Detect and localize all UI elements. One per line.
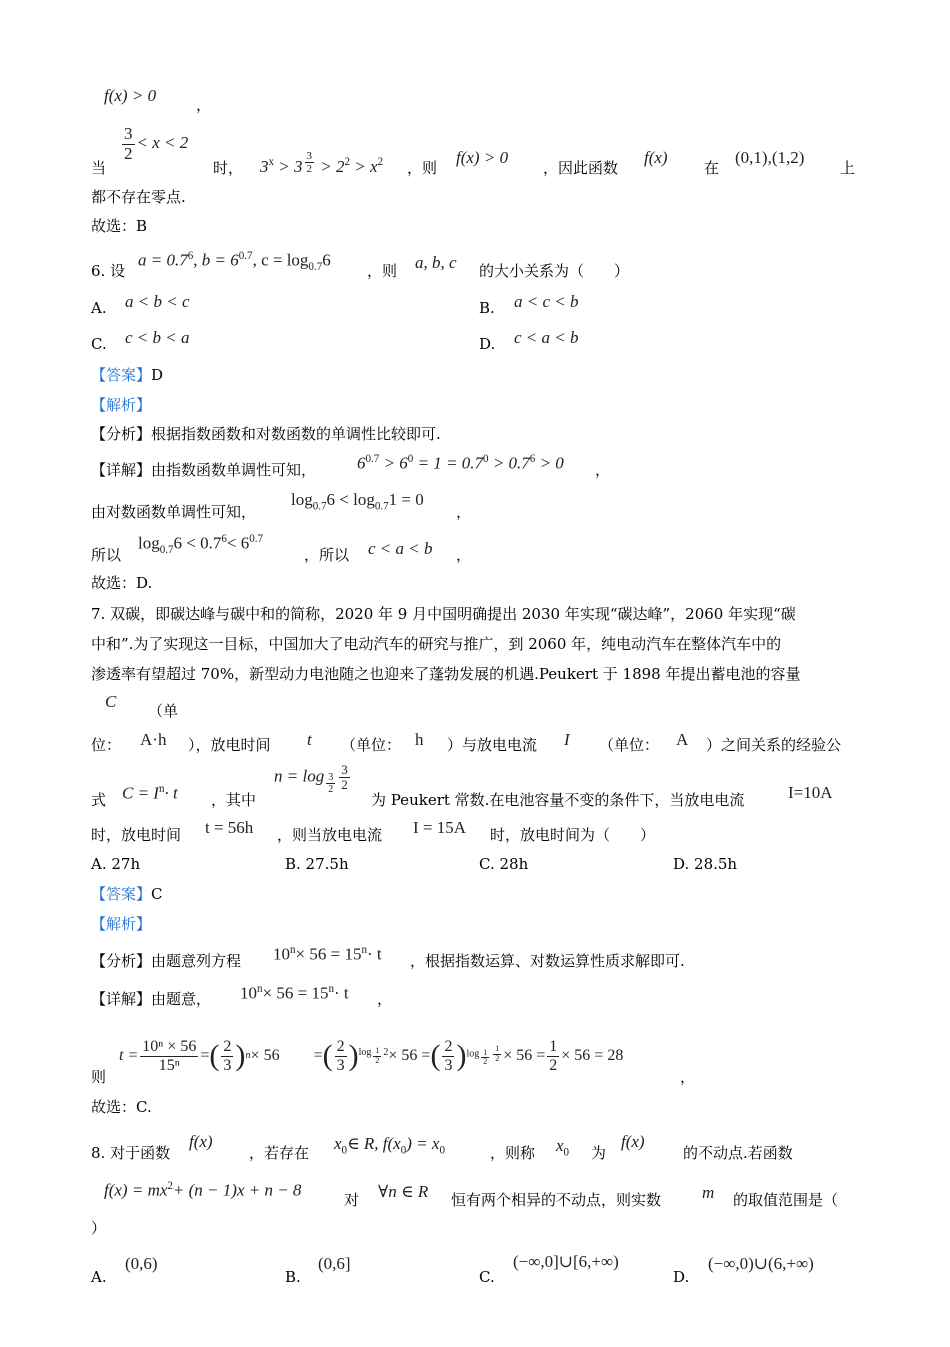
eq1b: × 56 = 15 bbox=[295, 944, 362, 964]
log-b2: 0.7 bbox=[374, 500, 389, 513]
formula: C = I bbox=[122, 783, 159, 803]
q8-zecheng: ，则称 bbox=[490, 1144, 536, 1162]
text-dang: 当 bbox=[91, 159, 107, 177]
n-arg-num: 3 bbox=[341, 762, 348, 777]
range-rest: < x < 2 bbox=[136, 133, 189, 153]
q6-option-b[interactable]: a < c < b bbox=[514, 292, 579, 311]
q6-vars: a, b, c bbox=[415, 253, 457, 272]
q8-option-b[interactable]: (0,6] bbox=[318, 1254, 351, 1273]
q7-peukert: 为 Peukert 常数.在电池容量不变的条件下，当放电电流 bbox=[371, 791, 745, 809]
log-m2: 6 < log bbox=[326, 490, 375, 509]
calc-n: n bbox=[245, 1049, 251, 1061]
log-m3: 1 = 0 bbox=[388, 490, 424, 509]
calc-half-den: 2 bbox=[495, 1053, 500, 1063]
q7-option-b[interactable]: B. 27.5h bbox=[285, 855, 349, 873]
xj-m3e: 0 bbox=[483, 453, 489, 465]
xiangjie-text: 由题意， bbox=[151, 990, 212, 1008]
text-shi: 时， bbox=[213, 159, 244, 177]
fenxi-text: 根据指数函数和对数函数的单调性比较即可. bbox=[151, 425, 441, 443]
q6-fenxi bbox=[91, 425, 441, 443]
q6-option-c-label[interactable]: C. bbox=[91, 335, 107, 353]
q8-forall: ∀n ∈ R bbox=[378, 1182, 429, 1201]
xj-m2: > 6 bbox=[383, 453, 408, 473]
q6-option-b-label[interactable]: B. bbox=[479, 299, 495, 317]
eq1e: n bbox=[290, 944, 296, 956]
q7-I10: I=10A bbox=[788, 783, 833, 802]
q7-C: C bbox=[105, 692, 117, 711]
q7-unit-Ah: A·h bbox=[140, 730, 167, 749]
def-e2: 0.7 bbox=[238, 250, 253, 262]
q7-option-c[interactable]: C. 28h bbox=[479, 855, 529, 873]
xiangjie-tag: 【详解】 bbox=[91, 461, 152, 479]
so-m1: log bbox=[138, 533, 160, 553]
q7-fenxi-b: ，根据指数运算、对数运算性质求解即可. bbox=[410, 952, 685, 970]
comma: ， bbox=[595, 461, 611, 479]
ineq-b: > 3 bbox=[278, 156, 303, 176]
q6-choice: 故选：D. bbox=[91, 574, 153, 592]
calc-eq2: = bbox=[313, 1047, 323, 1065]
q7-fangdian: ），放电时间 bbox=[188, 736, 271, 754]
text-shang: 上 bbox=[840, 159, 856, 177]
answer-value: D bbox=[151, 366, 164, 384]
ineq-cexp: 2 bbox=[344, 156, 351, 169]
log-m1: log bbox=[291, 490, 313, 509]
frac-num: 3 bbox=[124, 124, 133, 143]
xj-m5: > 0 bbox=[539, 453, 564, 473]
eq2b: × 56 = 15 bbox=[262, 983, 329, 1003]
q6-definitions bbox=[138, 250, 331, 274]
q7-I: I bbox=[564, 730, 570, 749]
q8-dui: 对 bbox=[344, 1191, 360, 1209]
math-inequality-chain bbox=[260, 150, 383, 177]
xj-m1e: 0.7 bbox=[365, 453, 380, 465]
q8-number: 8. 对于函数 bbox=[91, 1144, 171, 1162]
fenxi-tag: 【分析】 bbox=[91, 952, 152, 970]
n-arg-den: 2 bbox=[341, 777, 348, 793]
ineq-a: 3 bbox=[260, 156, 269, 176]
xiangjie-text: 由指数函数单调性可知， bbox=[151, 461, 317, 479]
math-intervals: (0,1),(1,2) bbox=[735, 148, 805, 167]
q7-dan: （单 bbox=[148, 702, 179, 720]
q7-ze2: 则 bbox=[91, 1068, 107, 1086]
calc-three: 3 bbox=[336, 1056, 345, 1074]
q7-n-def bbox=[274, 763, 352, 795]
q7-line2: 中和”.为了实现这一目标，中国加大了电动汽车的研究与推广，到 2060 年，纯电动汽车在整体汽车中的 bbox=[91, 635, 782, 653]
q8-wei: 为 bbox=[591, 1144, 607, 1162]
ineq-dexp: 2 bbox=[377, 156, 384, 169]
q7-guanxi: ）之间关系的经验公 bbox=[706, 736, 842, 754]
xj-m1: 6 bbox=[357, 453, 366, 473]
calc-half-den: 2 bbox=[375, 1055, 380, 1065]
eq1: 10 bbox=[273, 944, 290, 964]
q7-t: t bbox=[307, 730, 312, 749]
math-fx: f(x) bbox=[644, 148, 668, 167]
so-e2: 6 bbox=[221, 533, 227, 545]
eq2: 10 bbox=[240, 983, 257, 1003]
q6-so-chain bbox=[138, 533, 263, 557]
eq2e: n bbox=[257, 983, 263, 995]
q6-suoyi2: ，所以 bbox=[304, 546, 350, 564]
calc-half-num: 1 bbox=[375, 1045, 380, 1055]
q6-option-a-label[interactable]: A. bbox=[91, 299, 107, 317]
q7-qizhong: ，其中 bbox=[211, 791, 257, 809]
q8-condition bbox=[334, 1134, 445, 1158]
calc-x56c: × 56 = bbox=[503, 1047, 546, 1065]
q8-close: ） bbox=[91, 1219, 107, 1237]
comma: ， bbox=[377, 990, 393, 1008]
q8-option-d-label[interactable]: D. bbox=[673, 1268, 690, 1286]
cond-c: ) = x bbox=[406, 1134, 440, 1153]
ineq-bnum: 3 bbox=[306, 150, 313, 162]
q6-number: 6. 设 bbox=[91, 262, 126, 280]
def-base: 0.7 bbox=[308, 261, 323, 274]
q7-option-a[interactable]: A. 27h bbox=[91, 855, 141, 873]
q7-wei: 位： bbox=[91, 736, 122, 754]
calc-num: 10ⁿ × 56 bbox=[142, 1037, 197, 1055]
formula-e: n bbox=[158, 783, 165, 795]
q8-function bbox=[104, 1180, 301, 1201]
comma: ， bbox=[456, 546, 472, 564]
q6-log-chain bbox=[291, 490, 424, 514]
q7-ask: 时，放电时间为（ ） bbox=[490, 826, 656, 844]
q8-range: 的取值范围是（ bbox=[733, 1191, 839, 1209]
q7-yu: ）与放电电流 bbox=[447, 736, 538, 754]
q8-option-a-label[interactable]: A. bbox=[91, 1268, 107, 1286]
formula-t: · t bbox=[164, 783, 178, 803]
calc-log: log bbox=[358, 1046, 372, 1058]
def-e1: 6 bbox=[187, 250, 194, 262]
q8-x0 bbox=[556, 1136, 569, 1160]
q6-suoyi: 所以 bbox=[91, 546, 122, 564]
xj-m2e: 0 bbox=[407, 453, 414, 465]
func: f(x) = mx bbox=[104, 1180, 168, 1200]
answer-value: C bbox=[151, 885, 163, 903]
eq1c: · t bbox=[367, 944, 382, 964]
q7-line3: 渗透率有望超过 70%，新型动力电池随之也迎来了蓬勃发展的机遇.Peukert 于 1898 年提出蓄电池的容量 bbox=[91, 665, 801, 683]
math-fx-positive-2: f(x) > 0 bbox=[456, 148, 509, 167]
q7-answer bbox=[91, 885, 163, 903]
q7-unit-h: h bbox=[415, 730, 424, 749]
q7-option-d[interactable]: D. 28.5h bbox=[673, 855, 738, 873]
answer-tag: 【答案】 bbox=[91, 366, 152, 384]
def-arg: 6 bbox=[322, 250, 331, 270]
calc-half-num: 1 bbox=[549, 1037, 558, 1055]
log-b1: 0.7 bbox=[312, 500, 327, 513]
calc-half-den: 2 bbox=[549, 1056, 558, 1074]
xj-m3: = 1 = 0.7 bbox=[417, 453, 484, 473]
q6-log-line: 由对数函数单调性可知， bbox=[91, 503, 257, 521]
q6-exp-chain bbox=[357, 453, 564, 474]
def-c: , c = log bbox=[252, 250, 309, 270]
q6-analysis-tag: 【解析】 bbox=[91, 396, 152, 414]
cond-b-sub: 0 bbox=[400, 1144, 407, 1157]
cond-b: ∈ R, f(x bbox=[347, 1134, 401, 1153]
q8-ruo: ，若存在 bbox=[249, 1144, 310, 1162]
q6-option-c[interactable]: c < b < a bbox=[125, 328, 190, 347]
func-b: + (n − 1)x + n − 8 bbox=[172, 1180, 302, 1200]
text-yinci: ，因此函数 bbox=[543, 159, 619, 177]
def-a: a = 0.7 bbox=[138, 250, 188, 270]
text-zai: 在 bbox=[704, 159, 720, 177]
q7-line1: 7. 双碳，即碳达峰与碳中和的简称，2020 年 9 月中国明确提出 2030 年实现“碳达峰”，2060 年实现“碳 bbox=[91, 605, 796, 623]
text-no-zero: 都不存在零点. bbox=[91, 188, 186, 206]
math-fx-positive: f(x) > 0 bbox=[104, 86, 157, 105]
q6-ze: ，则 bbox=[367, 262, 398, 280]
q6-option-d-label[interactable]: D. bbox=[479, 335, 496, 353]
xiangjie-tag: 【详解】 bbox=[91, 990, 152, 1008]
q7-formula bbox=[122, 783, 178, 804]
x0-sub: 0 bbox=[563, 1146, 570, 1159]
x0: x bbox=[556, 1136, 564, 1155]
n-base-den: 2 bbox=[328, 784, 334, 796]
q7-xiangjie bbox=[91, 990, 211, 1008]
q7-choice: 故选：C. bbox=[91, 1098, 152, 1116]
ineq-bden: 2 bbox=[306, 163, 313, 176]
q8-budong: 的不动点.若函数 bbox=[683, 1144, 793, 1162]
eq1be: n bbox=[361, 944, 367, 956]
fenxi-tag: 【分析】 bbox=[91, 425, 152, 443]
q7-fenxi bbox=[91, 952, 241, 970]
ineq-c: > 2 bbox=[320, 156, 345, 176]
q7-equation-1 bbox=[273, 944, 382, 965]
calc-eq: = bbox=[200, 1047, 210, 1065]
cond-c-sub: 0 bbox=[439, 1144, 445, 1157]
so-e3: 0.7 bbox=[249, 533, 264, 545]
def-b: , b = 6 bbox=[193, 250, 239, 270]
q6-answer bbox=[91, 366, 163, 384]
q7-shi2: 时，放电时间 bbox=[91, 826, 182, 844]
q6-option-a[interactable]: a < b < c bbox=[125, 292, 190, 311]
xj-m4: > 0.7 bbox=[492, 453, 530, 473]
calc-two: 2 bbox=[444, 1037, 453, 1055]
ineq-ax: x bbox=[268, 156, 275, 169]
q7-shi: 式 bbox=[91, 791, 107, 809]
calc-x56b: × 56 = bbox=[388, 1047, 431, 1065]
q8-option-a[interactable]: (0,6) bbox=[125, 1254, 158, 1273]
calc-x56d: × 56 = 28 bbox=[561, 1047, 624, 1065]
fenxi-a: 由题意列方程 bbox=[151, 952, 242, 970]
calc-three: 3 bbox=[444, 1056, 453, 1074]
cond-sub: 0 bbox=[341, 1144, 348, 1157]
frac-den: 2 bbox=[124, 143, 133, 163]
calc-t: t = bbox=[119, 1047, 139, 1065]
q7-danwei2: （单位： bbox=[599, 736, 660, 754]
q6-so-final: c < a < b bbox=[368, 539, 433, 558]
q7-I15: I = 15A bbox=[413, 818, 467, 837]
q7-analysis-tag: 【解析】 bbox=[91, 915, 152, 933]
calc-log: log bbox=[466, 1048, 480, 1060]
q6-ask: 的大小关系为（ ） bbox=[479, 262, 630, 280]
math-range bbox=[120, 125, 188, 163]
q8-fx2: f(x) bbox=[621, 1132, 645, 1151]
comma: ， bbox=[456, 503, 472, 521]
q7-danwei1: （单位： bbox=[341, 736, 402, 754]
xj-m4e: 6 bbox=[529, 453, 536, 465]
q8-m: m bbox=[702, 1183, 715, 1202]
q7-equation-2 bbox=[240, 983, 349, 1004]
text-ze: ，则 bbox=[407, 159, 438, 177]
q8-hengyou: 恒有两个相异的不动点，则实数 bbox=[451, 1191, 662, 1209]
eq2c: · t bbox=[334, 983, 349, 1003]
q8-option-d[interactable]: (−∞,0)∪(6,+∞) bbox=[708, 1254, 814, 1273]
eq2be: n bbox=[328, 983, 334, 995]
answer-tag: 【答案】 bbox=[91, 885, 152, 903]
q7-t56: t = 56h bbox=[205, 818, 254, 837]
so-m2: 6 < 0.7 bbox=[173, 533, 222, 553]
prev-choice: 故选：B bbox=[91, 217, 148, 235]
func-e: 2 bbox=[167, 1180, 173, 1192]
n-def: n = log bbox=[274, 766, 325, 786]
q6-xiangjie bbox=[91, 461, 316, 479]
so-m3: < 6 bbox=[226, 533, 250, 553]
so-b1: 0.7 bbox=[159, 544, 174, 557]
comma: ， bbox=[680, 1068, 696, 1086]
calc-x56: × 56 bbox=[250, 1047, 280, 1065]
ineq-d: > x bbox=[354, 156, 378, 176]
calc-den: 15ⁿ bbox=[158, 1056, 180, 1074]
q7-unit-A: A bbox=[676, 730, 689, 749]
q8-fx: f(x) bbox=[189, 1132, 213, 1151]
cond: x bbox=[334, 1134, 342, 1153]
calc-three: 3 bbox=[223, 1056, 232, 1074]
n-base-num: 3 bbox=[328, 772, 334, 784]
q8-option-c[interactable]: (−∞,0]∪[6,+∞) bbox=[513, 1252, 619, 1271]
comma: ， bbox=[196, 96, 212, 114]
calc-two: 2 bbox=[223, 1037, 232, 1055]
calc-two: 2 bbox=[336, 1037, 345, 1055]
q8-option-b-label[interactable]: B. bbox=[285, 1268, 301, 1286]
q7-calculation: t = $\frac{\text{10ⁿ × 56}}{\text{15ⁿ}}$ = ( $\frac{2}{3}$ ) n × 56 = ( $\frac{2}{3}$ ) log $_{\frac{1}{2}}$ 2 × 56 = ( $\frac{2}{3}$ ) log $_{\frac{1}{2}}$ $\frac{1}{2}$ × 56 = $\frac{1}{2}$ × 56 = 28 bbox=[119, 1037, 624, 1074]
calc-half-den: 2 bbox=[483, 1057, 488, 1067]
q6-option-d[interactable]: c < a < b bbox=[514, 328, 579, 347]
calc-half-num: 1 bbox=[483, 1047, 488, 1057]
calc-half-num: 1 bbox=[495, 1043, 500, 1053]
q7-ze: ，则当放电电流 bbox=[277, 826, 383, 844]
calc-two: 2 bbox=[383, 1046, 389, 1058]
q8-option-c-label[interactable]: C. bbox=[479, 1268, 495, 1286]
